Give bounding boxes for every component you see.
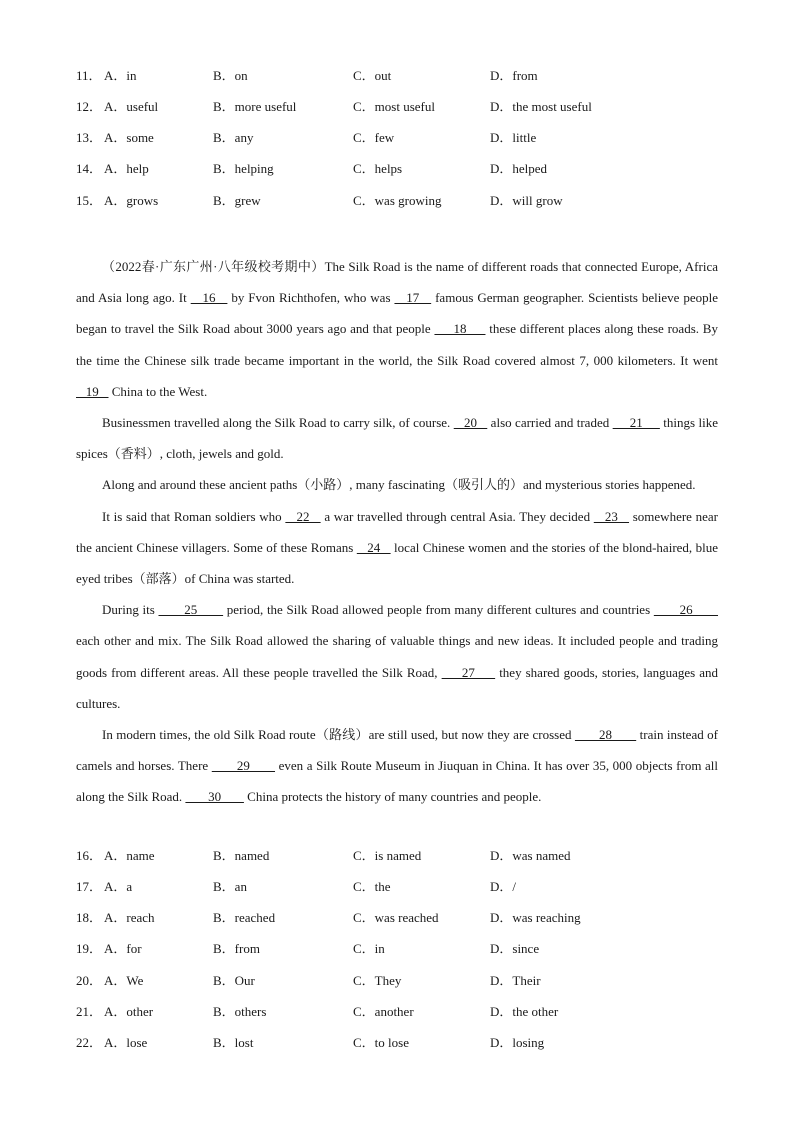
option-a: A．for — [104, 941, 142, 956]
passage-text: The Silk Road is the name of different roads that connected Europe, Africa and Asia long ago. It — [76, 259, 718, 306]
option-c: C．few — [353, 130, 395, 145]
passage-text: these different places along these roads. By the time the Chinese silk trade became important in the world, the Silk Road covered almost 7, 000 kilometers. It went — [76, 321, 718, 368]
option-b: B．lost — [213, 1035, 254, 1050]
passage-source: （2022春·广东广州·八年级校考期中） — [102, 259, 325, 274]
passage-text: It is said that Roman soldiers who — [102, 508, 286, 524]
option-a: A．help — [104, 161, 149, 176]
option-d: D．Their — [490, 973, 541, 988]
blank-30: 30 — [185, 789, 244, 805]
option-b: B．more useful — [213, 99, 297, 114]
option-c: C．to lose — [353, 1035, 409, 1050]
option-c: C．the — [353, 879, 391, 894]
option-d: D．will grow — [490, 193, 563, 208]
blank-26: 26 — [653, 602, 719, 618]
option-a: A．other — [104, 1004, 154, 1019]
passage-text: somewhere near the ancient Chinese villagers. Some of these Romans — [76, 508, 719, 555]
option-b: B．others — [213, 1004, 267, 1019]
blank-27: 27 — [441, 664, 496, 680]
question-number: 18． — [76, 910, 103, 925]
blank-18: 18 — [434, 321, 486, 337]
passage-text: During its — [102, 602, 159, 618]
question-number: 16． — [76, 848, 103, 863]
option-a: A．We — [104, 973, 144, 988]
option-d: D．the most useful — [490, 99, 592, 114]
question-number: 12． — [76, 99, 103, 114]
option-a: A．some — [104, 130, 154, 145]
option-a: A．grows — [104, 193, 159, 208]
passage-text: period, the Silk Road allowed people from many different cultures and countries — [223, 602, 654, 618]
option-a: A．useful — [104, 99, 159, 114]
blank-16: 16 — [190, 290, 228, 306]
option-c: C．They — [353, 973, 402, 988]
option-c: C．out — [353, 68, 392, 83]
passage-paragraph-1 — [76, 251, 718, 407]
option-d: D．helped — [490, 161, 548, 176]
option-c: C．helps — [353, 161, 403, 176]
option-b: B．from — [213, 941, 260, 956]
blank-21: 21 — [612, 415, 660, 431]
option-row-15 — [76, 191, 716, 211]
passage-text: China protects the history of many countries and people. — [243, 789, 542, 805]
passage-text: local Chinese women and the stories of the blond-haired, blue eyed tribes（部落）of China was started. — [76, 539, 719, 587]
option-row-16 — [76, 846, 716, 866]
passage-text: Businessmen travelled along the Silk Road to carry silk, of course. — [102, 415, 454, 431]
option-c: C．most useful — [353, 99, 435, 114]
option-b: B．reached — [213, 910, 276, 925]
passage-text: they shared goods, stories, languages and cultures. — [76, 664, 719, 711]
blank-28: 28 — [574, 727, 637, 743]
option-row-14 — [76, 159, 716, 179]
option-c: C．another — [353, 1004, 414, 1019]
question-number: 11． — [76, 68, 102, 83]
option-d: D．the other — [490, 1004, 559, 1019]
option-c: C．was growing — [353, 193, 442, 208]
question-number: 17． — [76, 879, 103, 894]
option-b: B．any — [213, 130, 254, 145]
passage-text: train instead of camels and horses. There — [76, 727, 719, 774]
blank-29: 29 — [211, 758, 276, 774]
question-number: 19． — [76, 941, 103, 956]
blank-20: 20 — [453, 415, 488, 431]
blank-24: 24 — [356, 539, 391, 555]
blank-22: 22 — [285, 508, 321, 524]
option-row-13 — [76, 128, 716, 148]
question-number: 21． — [76, 1004, 103, 1019]
option-a: A．name — [104, 848, 155, 863]
option-c: C．in — [353, 941, 385, 956]
question-number: 15． — [76, 193, 103, 208]
option-b: B．Our — [213, 973, 255, 988]
blank-17: 17 — [394, 290, 432, 306]
blank-23: 23 — [593, 508, 630, 524]
passage-text: things like spices（香料）, cloth, jewels and gold. — [76, 415, 718, 462]
passage-paragraph-3 — [76, 469, 718, 500]
option-row-12 — [76, 97, 716, 117]
option-c: C．was reached — [353, 910, 439, 925]
question-number: 13． — [76, 130, 103, 145]
option-a: A．a — [104, 879, 133, 894]
option-b: B．on — [213, 68, 248, 83]
option-row-18 — [76, 908, 716, 928]
blank-25: 25 — [158, 602, 224, 618]
passage-text: a war travelled through central Asia. They decided — [320, 508, 594, 524]
option-row-20 — [76, 971, 716, 991]
option-row-22 — [76, 1033, 716, 1053]
option-d: D．from — [490, 68, 538, 83]
option-b: B．helping — [213, 161, 274, 176]
option-a: A．reach — [104, 910, 155, 925]
option-row-19 — [76, 939, 716, 959]
passage-text: famous German geographer. Scientists believe people began to travel the Silk Road about 3000 years ago and that people — [76, 290, 719, 337]
passage-text: even a Silk Route Museum in Jiuquan in China. It has over 35, 000 objects from all along the Silk Road. — [76, 758, 719, 805]
passage-paragraph-4 — [76, 501, 718, 595]
option-d: D．/ — [490, 879, 517, 894]
passage-text: by Fvon Richthofen, who was — [227, 290, 395, 306]
reading-passage — [76, 251, 718, 813]
option-d: D．was named — [490, 848, 571, 863]
question-number: 14． — [76, 161, 103, 176]
passage-text: Along and around these ancient paths（小路）, many fascinating（吸引人的）and mysterious stories happened. — [102, 477, 696, 493]
option-d: D．losing — [490, 1035, 545, 1050]
option-row-11 — [76, 66, 716, 86]
question-number: 22． — [76, 1035, 103, 1050]
option-a: A．lose — [104, 1035, 148, 1050]
option-d: D．little — [490, 130, 537, 145]
passage-text: In modern times, the old Silk Road route（路线）are still used, but now they are crossed — [102, 727, 575, 743]
passage-paragraph-6 — [76, 719, 718, 813]
option-c: C．is named — [353, 848, 422, 863]
blank-19: 19 — [76, 383, 109, 399]
passage-paragraph-5 — [76, 594, 718, 719]
passage-text: also carried and traded — [487, 415, 613, 431]
option-row-21 — [76, 1002, 716, 1022]
question-number: 20． — [76, 973, 103, 988]
option-row-17 — [76, 877, 716, 897]
option-b: B．named — [213, 848, 270, 863]
option-b: B．an — [213, 879, 247, 894]
option-d: D．was reaching — [490, 910, 581, 925]
passage-text: each other and mix. The Silk Road allowed the sharing of valuable things and new ideas. It included people and trading goods from different areas. All these people travelled the Silk Road, — [76, 633, 718, 680]
option-a: A．in — [104, 68, 137, 83]
option-d: D．since — [490, 941, 540, 956]
option-b: B．grew — [213, 193, 261, 208]
passage-paragraph-2 — [76, 407, 718, 469]
passage-text: China to the West. — [108, 383, 208, 399]
